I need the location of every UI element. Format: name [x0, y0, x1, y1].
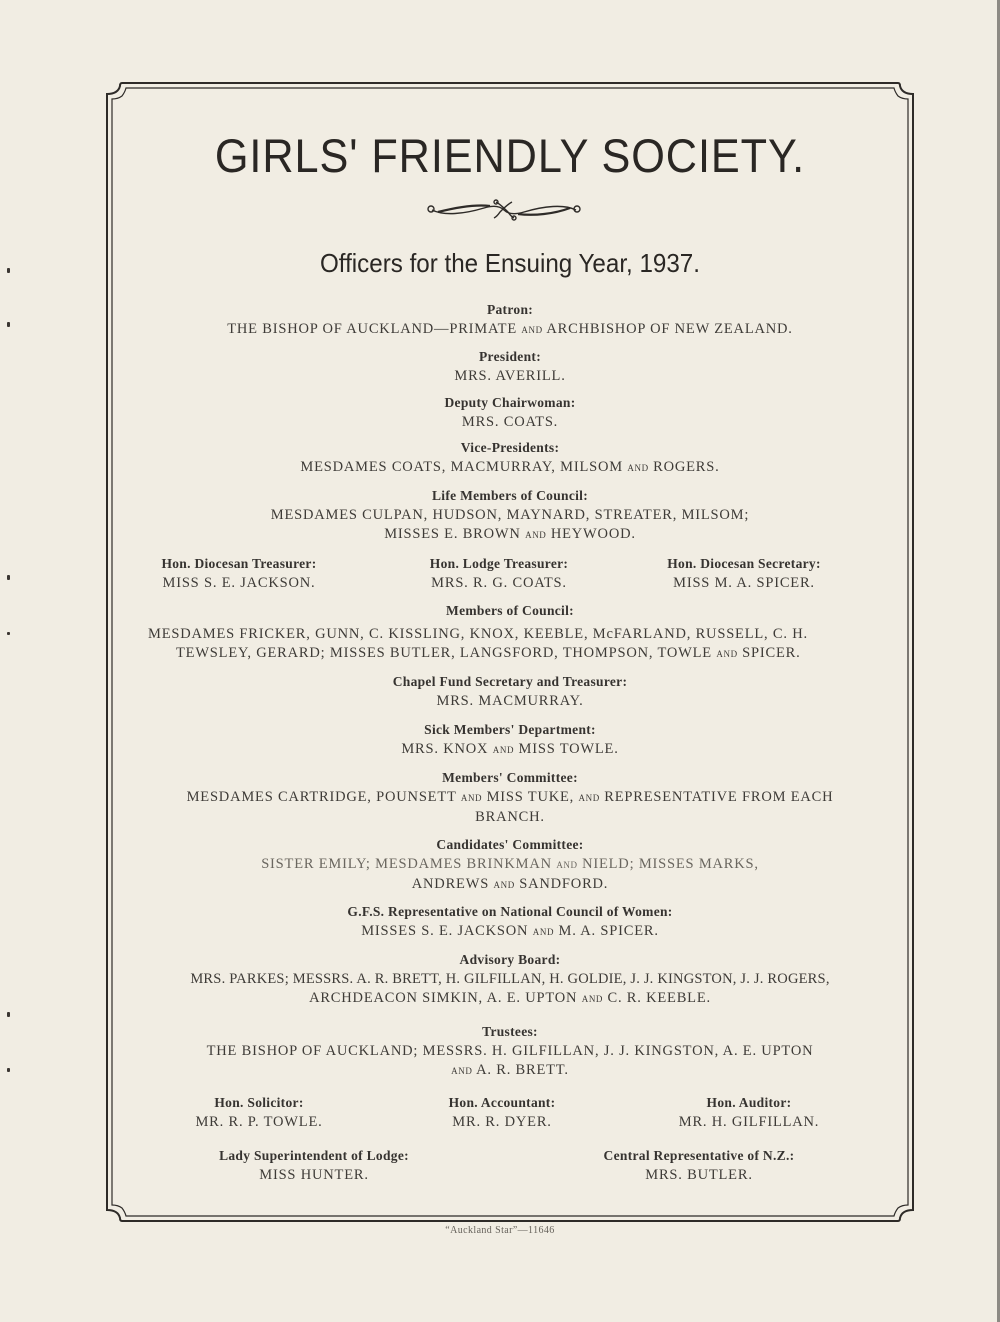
section-heading: Patron: [486, 302, 534, 317]
section-names: ARCHDEACON SIMKIN, A. E. UPTON AND C. R. KEEBLE. [309, 990, 711, 1006]
section-heading: Sick Members' Department: [424, 722, 596, 737]
section-heading: Members of Council: [446, 603, 574, 618]
section-names: MRS. PARKES; MESSRS. A. R. BRETT, H. GILFILLAN, H. GOLDIE, J. J. KINGSTON, J. J. ROGERS, [190, 971, 830, 987]
section-names: MRS. COATS. [461, 414, 559, 430]
section-lady-superintendent: Lady Superintendent of Lodge: MISS HUNTER. [219, 1148, 409, 1183]
section-names: THE BISHOP OF AUCKLAND; MESSRS. H. GILFILLAN, J. J. KINGSTON, A. E. UPTON [206, 1043, 814, 1059]
section-names: MISSES S. E. JACKSON AND M. A. SPICER. [361, 923, 659, 939]
section-patron [104, 300, 916, 340]
section-gfs-representative [104, 902, 916, 942]
section-candidates-committee [104, 835, 916, 895]
printer-imprint: “Auckland Star”—11646 [445, 1225, 555, 1236]
section-sick-members [104, 720, 916, 760]
section-diocesan-treasurer: Hon. Diocesan Treasurer: MISS S. E. JACKSON. [161, 556, 317, 591]
section-central-representative: Central Representative of N.Z.: MRS. BUTLER. [603, 1148, 795, 1183]
section-heading: Candidates' Committee: [436, 837, 584, 852]
section-hon-solicitor: Hon. Solicitor: MR. R. P. TOWLE. [195, 1095, 323, 1130]
section-names: MRS. MACMURRAY. [436, 693, 584, 709]
section-heading: Advisory Board: [459, 952, 561, 967]
section-names: ANDREWS AND SANDFORD. [411, 876, 609, 892]
section-names: TEWSLEY, GERARD; MISSES BUTLER, LANGSFORD, THOMPSON, TOWLE AND SPICER. [176, 645, 801, 661]
section-names: MESDAMES FRICKER, GUNN, C. KISSLING, KNOX, KEEBLE, McFARLAND, RUSSELL, C. H. [148, 626, 808, 642]
section-heading: Life Members of Council: [431, 488, 589, 503]
section-heading: G.F.S. Representative on National Council of Women: [347, 904, 673, 919]
section-heading: Trustees: [482, 1024, 538, 1039]
flourish-ornament-icon [424, 198, 584, 222]
section-names: MRS. KNOX AND MISS TOWLE. [401, 741, 619, 757]
section-trustees [104, 1022, 916, 1081]
section-diocesan-secretary: Hon. Diocesan Secretary: MISS M. A. SPICER. [667, 556, 821, 591]
section-names: AND A. R. BRETT. [451, 1062, 569, 1078]
document-subtitle: Officers for the Ensuing Year, 1937. [320, 248, 700, 278]
section-heading: President: [479, 349, 541, 364]
section-life-members [104, 486, 916, 545]
section-heading: Vice-Presidents: [460, 440, 560, 455]
section-advisory-board [104, 950, 916, 1009]
section-names: BRANCH. [475, 809, 545, 825]
section-deputy-chairwoman [104, 393, 916, 432]
section-names: SISTER EMILY; MESDAMES BRINKMAN AND NIELD; MISSES MARKS, [261, 856, 759, 872]
section-names: MESDAMES COATS, MACMURRAY, MILSOM AND ROGERS. [300, 459, 720, 475]
section-heading: Members' Committee: [442, 770, 578, 785]
section-names: MRS. AVERILL. [454, 368, 566, 384]
document-title: GIRLS' FRIENDLY SOCIETY. [214, 129, 806, 182]
section-hon-auditor: Hon. Auditor: MR. H. GILFILLAN. [678, 1095, 820, 1130]
section-lodge-treasurer: Hon. Lodge Treasurer: MRS. R. G. COATS. [429, 556, 569, 591]
section-heading: Chapel Fund Secretary and Treasurer: [392, 674, 628, 689]
section-names: MESDAMES CULPAN, HUDSON, MAYNARD, STREATER, MILSOM; [270, 507, 750, 523]
section-names: MESDAMES CARTRIDGE, POUNSETT AND MISS TUKE, AND REPRESENTATIVE FROM EACH [186, 789, 834, 805]
section-members-committee [104, 768, 916, 827]
section-heading: Deputy Chairwoman: [444, 395, 576, 410]
section-president [104, 347, 916, 386]
section-members-of-council [104, 601, 916, 664]
section-vice-presidents [104, 438, 916, 478]
section-names: THE BISHOP OF AUCKLAND—PRIMATE AND ARCHBISHOP OF NEW ZEALAND. [227, 321, 793, 337]
section-chapel-fund [104, 672, 916, 711]
section-names: MISSES E. BROWN AND HEYWOOD. [384, 526, 636, 542]
section-hon-accountant: Hon. Accountant: MR. R. DYER. [448, 1095, 556, 1130]
document-body [104, 80, 916, 1224]
